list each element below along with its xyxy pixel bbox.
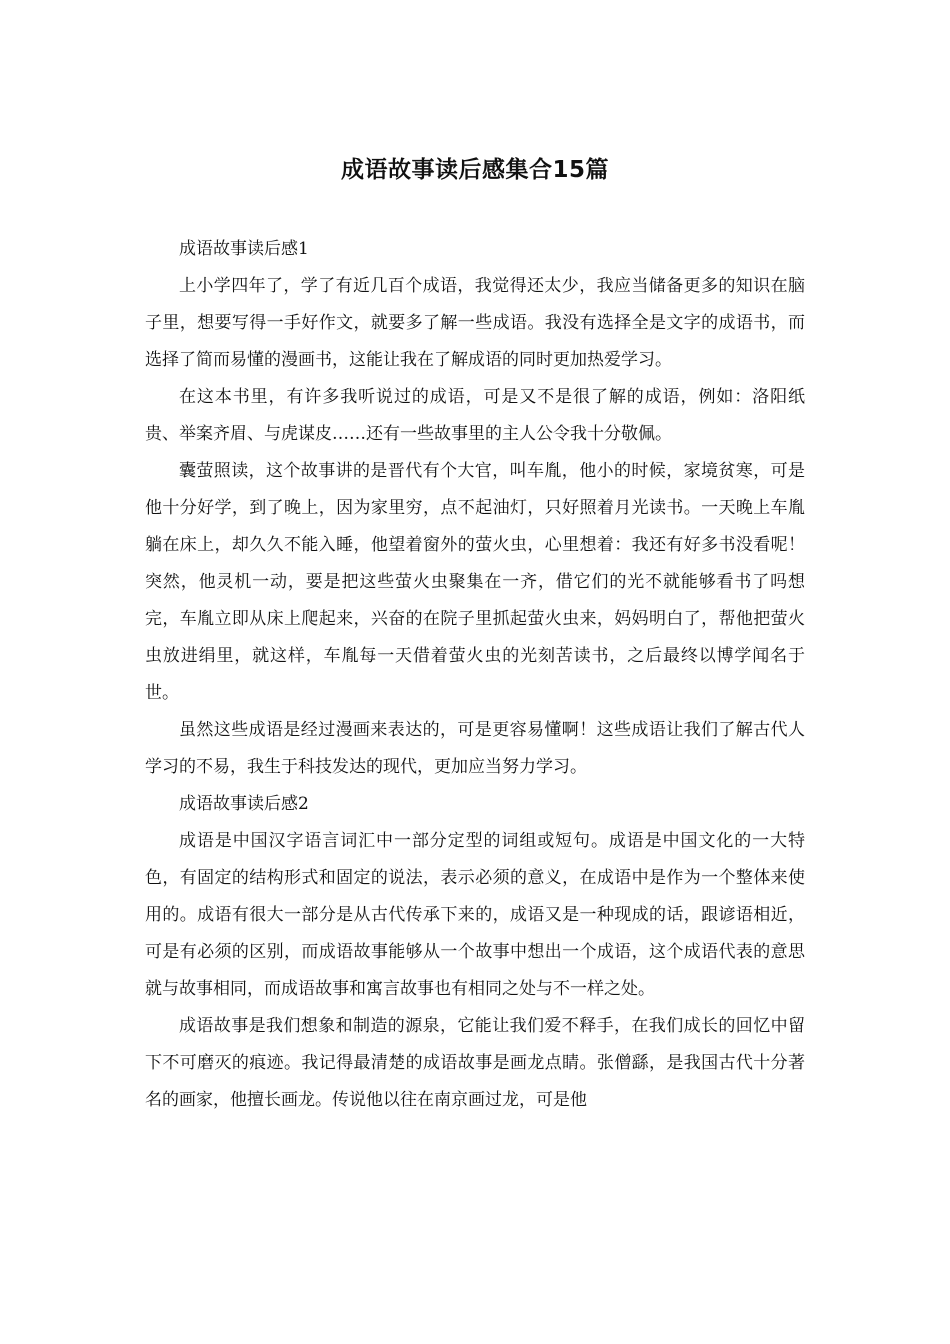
paragraph: 虽然这些成语是经过漫画来表达的，可是更容易懂啊！这些成语让我们了解古代人学习的不易，我生于科技发达的现代，更加应当努力学习。 [145, 720, 805, 777]
section-heading: 成语故事读后感1 [179, 239, 309, 259]
paragraph: 在这本书里，有许多我听说过的成语，可是又不是很了解的成语，例如：洛阳纸贵、举案齐眉、与虎谋皮……还有一些故事里的主人公令我十分敬佩。 [145, 387, 805, 444]
document-body [145, 231, 805, 1119]
paragraph: 成语是中国汉字语言词汇中一部分定型的词组或短句。成语是中国文化的一大特色，有固定的结构形式和固定的说法，表示必须的意义，在成语中是作为一个整体来使用的。成语有很大一部分是从古代传承下来的，成语又是一种现成的话，跟谚语相近，可是有必须的区别，而成语故事能够从一个故事中想出一个成语，这个成语代表的意思就与故事相同，而成语故事和寓言故事也有相同之处与不一样之处。 [145, 831, 805, 999]
paragraph: 囊萤照读，这个故事讲的是晋代有个大官，叫车胤，他小的时候，家境贫寒，可是他十分好学，到了晚上，因为家里穷，点不起油灯，只好照着月光读书。一天晚上车胤躺在床上，却久久不能入睡，他望着窗外的萤火虫，心里想着：我还有好多书没看呢！突然，他灵机一动，要是把这些萤火虫聚集在一齐，借它们的光不就能够看书了吗想完，车胤立即从床上爬起来，兴奋的在院子里抓起萤火虫来，妈妈明白了，帮他把萤火虫放进绢里，就这样，车胤每一天借着萤火虫的光刻苦读书，之后最终以博学闻名于世。 [145, 461, 805, 703]
document-title: 成语故事读后感集合15篇 [340, 157, 609, 183]
paragraph: 成语故事是我们想象和制造的源泉，它能让我们爱不释手，在我们成长的回忆中留下不可磨灭的痕迹。我记得最清楚的成语故事是画龙点睛。张僧繇，是我国古代十分著名的画家，他擅长画龙。传说他以往在南京画过龙，可是他 [145, 1016, 805, 1110]
paragraph: 上小学四年了，学了有近几百个成语，我觉得还太少，我应当储备更多的知识在脑子里，想要写得一手好作文，就要多了解一些成语。我没有选择全是文字的成语书，而选择了简而易懂的漫画书，这能让我在了解成语的同时更加热爱学习。 [145, 276, 805, 370]
section-heading: 成语故事读后感2 [179, 794, 309, 814]
